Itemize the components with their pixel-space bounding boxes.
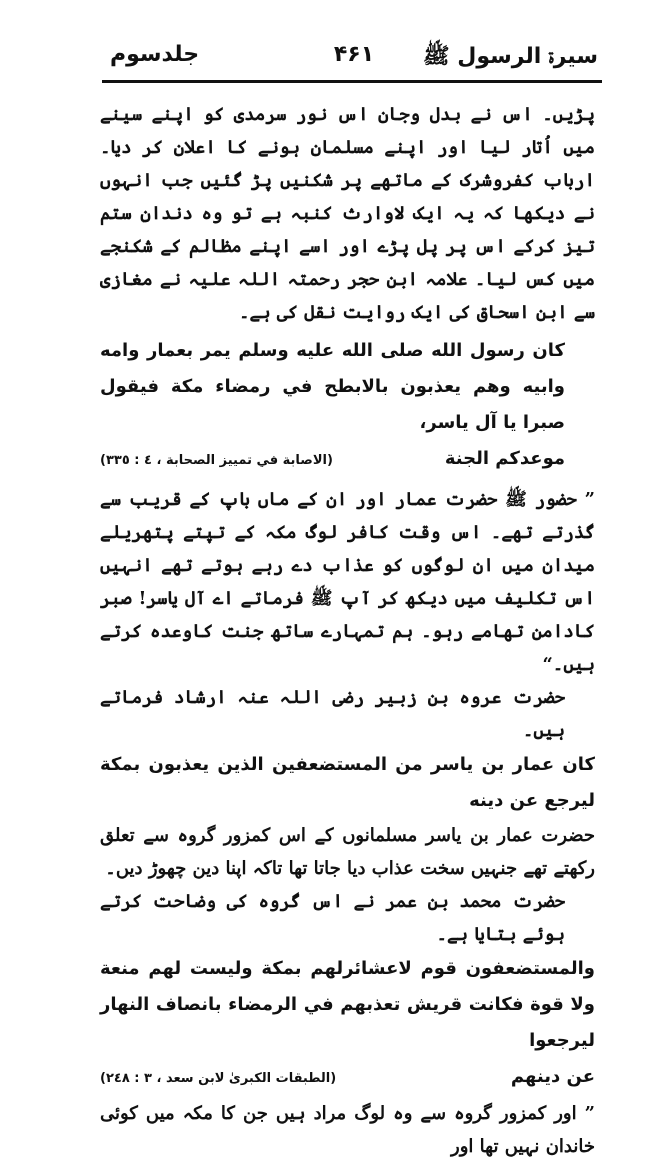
urdu-paragraph-intro: پڑیں۔ اس نے بدل وجان اس نور سرمدی کو اپنے سینے میں اُتار لیا اور اپنے مسلمان ہونے کا اعلان کر دیا۔ ارباب کفروشرک کے ماتھے پر شکنیں پڑ گئیں جب انہوں نے دیکھا کہ یہ ایک لاوارث کنبہ ہے تو وہ دندانِ ستم تیز کرکے اس پر پل پڑے اور اسے اپنے مظالم کے شکنجے میں کس لیا۔ علامہ ابن حجر رحمتہ اللہ علیہ نے مغازی سے ابن اسحاق کی ایک روایت نقل کی ہے۔ [100, 104, 595, 323]
citation-tabaqat: (الطبقات الكبرىٰ لابن سعد ، ٣ : ٢٤٨) [100, 1071, 337, 1086]
citation-isabah: (الاصابة في تمييز الصحابة ، ٤ : ٣٣٥) [100, 453, 333, 468]
header-rule [102, 80, 602, 83]
arabic-quote-3-last-words: عن دينهم [510, 1066, 595, 1087]
arabic-quote-2: كان عمار بن ياسر من المستضعفين الذين يعذبون بمكة ليرجع عن دينه [100, 754, 595, 811]
urdu-translation-1: ” حضور ﷺ حضرت عمار اور ان کے ماں باپ کے قریب سے گذرتے تھے۔ اس وقت کافر لوگ مکہ کے تپتے پتھریلے میدان میں ان لوگوں کو عذاب دے رہے ہوتے تھے انہیں اس تکلیف میں دیکھ کر آپ ﷺ فرماتے اے آل یاسر! صبر کادامن تھامے رہو۔ ہم تمہارے ساتھ جنت کاوعدہ کرتے ہیں۔“ [100, 489, 595, 675]
arabic-quote-3: والمستضعفون قوم لاعشائرلهم بمكة وليست لهم منعة ولا قوة فكانت قريش تعذبهم في الرمضاء بانصاف النهار ليرجعوا [100, 958, 595, 1051]
running-title: سیرۃ الرسول ﷺ [423, 44, 598, 69]
arabic-quote-1-ending [100, 441, 595, 479]
arabic-quote-3-ending [100, 1059, 595, 1097]
urdu-translation-2: حضرت عمار بن یاسر مسلمانوں کے اس کمزور گروہ سے تعلق رکھتے تھے جنہیں سخت عذاب دیا جاتا تھا تاکہ اپنا دین چھوڑ دیں۔ [100, 825, 595, 879]
urdu-translation-3: ” اور کمزور گروہ سے وہ لوگ مراد ہیں جن کا مکہ میں کوئی خاندان نہیں تھا اور [100, 1103, 596, 1157]
arabic-quote-1: كان رسول الله صلى الله عليه وسلم يمر بعمار وامه وابيه وهم يعذبون بالابطح في رمضاء مكة فيقول صبرا يا آل ياسر، [100, 340, 565, 433]
urdu-narration-muhammad-bin-umar: حضرت محمد بن عمر نے اس گروہ کی وضاحت کرتے ہوئے بتایا ہے۔ [100, 891, 565, 945]
page-number: ۴۶۱ [333, 42, 375, 67]
volume-label: جلدسوم [110, 42, 200, 67]
page-body [100, 98, 595, 1163]
page-header [110, 38, 598, 78]
arabic-quote-1-last-words: موعدكم الجنة [444, 448, 565, 469]
urdu-narration-urwa: حضرت عروہ بن زبیر رضی اللہ عنہ ارشاد فرماتے ہیں۔ [100, 687, 565, 741]
